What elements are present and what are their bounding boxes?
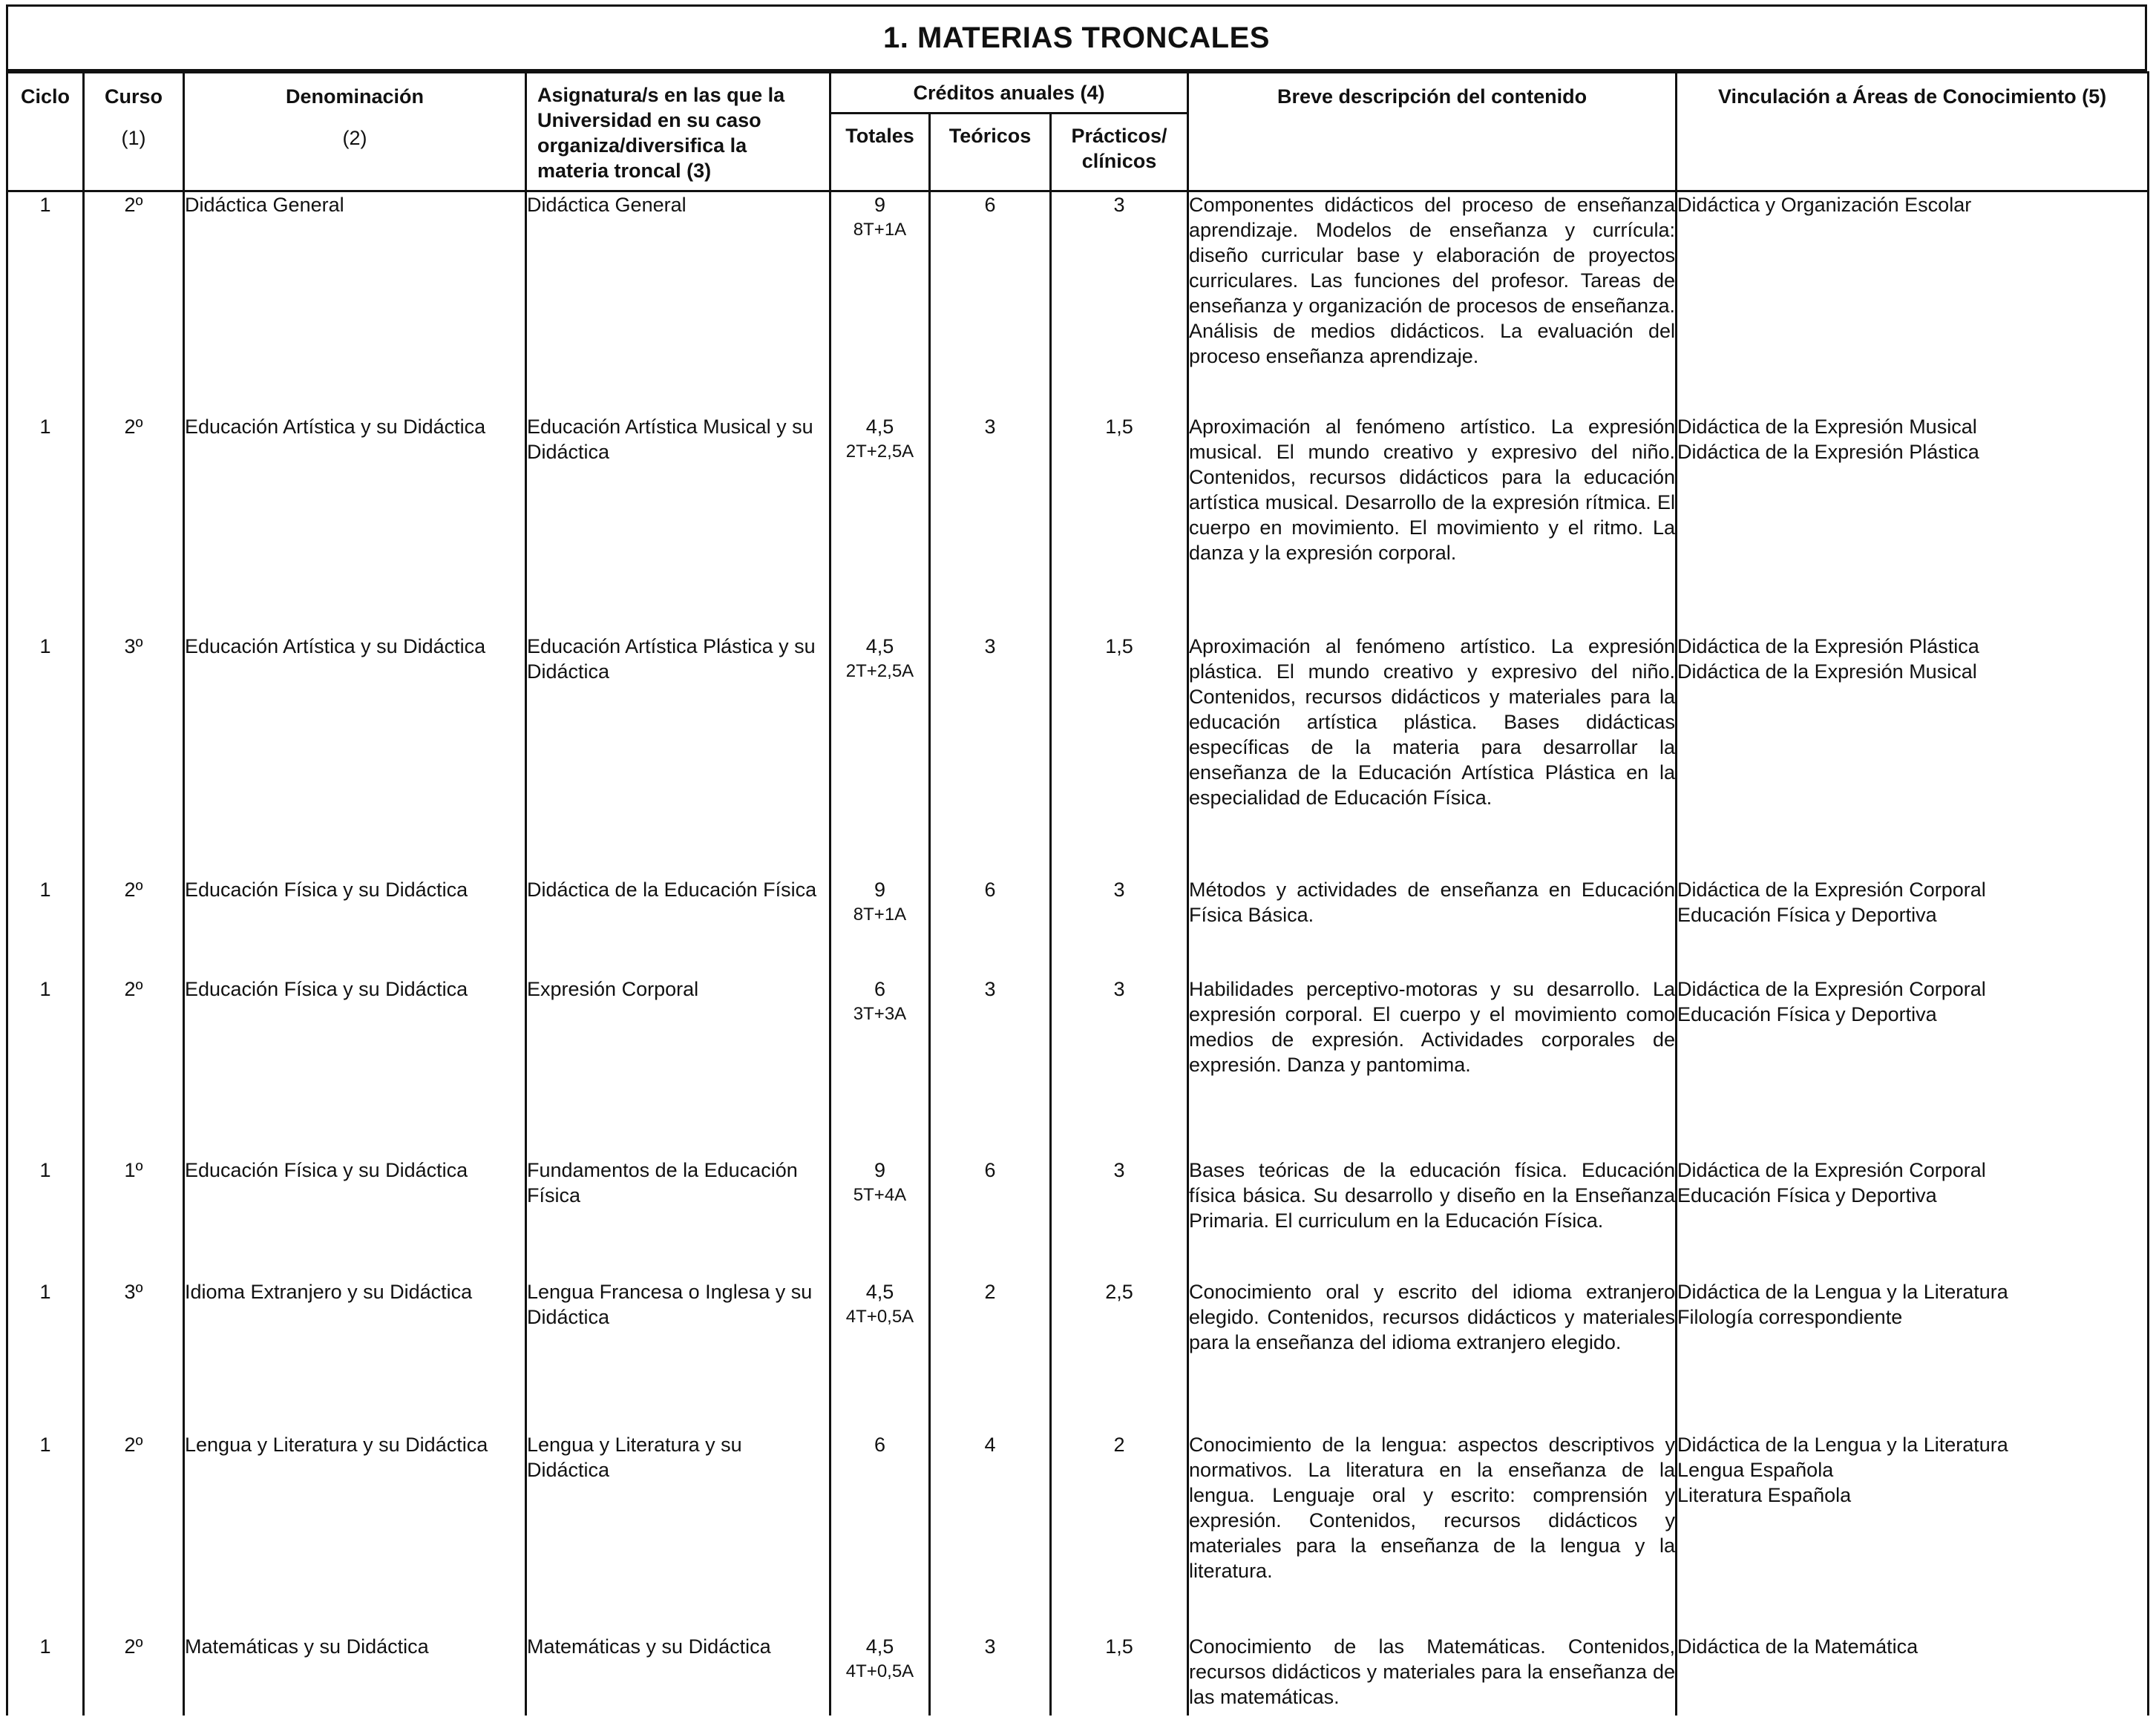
area-conocimiento: Filología correspondiente — [1677, 1305, 1903, 1328]
header-ciclo: Ciclo — [7, 73, 84, 191]
denominacion-cell: Educación Física y su Didáctica — [184, 1158, 526, 1279]
area-conocimiento: Didáctica de la Expresión Musical — [1677, 415, 1977, 438]
totales-cell — [830, 1279, 930, 1432]
asignatura-cell: Matemáticas y su Didáctica — [526, 1634, 830, 1716]
asignatura-cell: Educación Artística Musical y su Didáctica — [526, 414, 830, 634]
practicos-cell: 3 — [1051, 1158, 1188, 1279]
ciclo-cell: 1 — [7, 877, 84, 976]
vinculacion-cell — [1677, 877, 2149, 976]
totales-cell — [830, 191, 930, 414]
vinculacion-cell — [1677, 1279, 2149, 1432]
vinculacion-cell — [1677, 976, 2149, 1158]
vinculacion-cell — [1677, 1634, 2149, 1716]
header-practicos: Prácticos/ clínicos — [1051, 114, 1188, 191]
totales-value: 9 — [874, 878, 886, 901]
totales-breakdown: 4T+0,5A — [845, 1306, 914, 1327]
curso-cell: 2º — [84, 1432, 184, 1634]
descripcion-cell: Conocimiento de la lengua: aspectos descriptivos y normativos. La literatura en la enseñanza de la lengua. Lenguaje oral y escrito: comprensión y expresión. Contenidos, recursos didácticos y materiales para la enseñanza de la lengua y la literatura. — [1188, 1432, 1677, 1634]
totales-value: 9 — [874, 194, 886, 216]
table-row — [7, 191, 2149, 414]
table-row — [7, 976, 2149, 1158]
totales-cell — [830, 976, 930, 1158]
descripcion-cell: Aproximación al fenómeno artístico. La expresión plástica. El mundo creativo y expresivo del niño. Contenidos, recursos didácticos y materiales para la educación artística plástica. Bases didácticas específicas de la materia para desarrollar la enseñanza de la Educación Artística Plástica en la especialidad de Educación Física. — [1188, 634, 1677, 877]
vinculacion-cell — [1677, 1158, 2149, 1279]
denominacion-cell: Educación Artística y su Didáctica — [184, 634, 526, 877]
teoricos-cell: 6 — [930, 191, 1051, 414]
totales-cell — [830, 1634, 930, 1716]
area-conocimiento: Didáctica de la Expresión Plástica — [1677, 440, 1979, 463]
ciclo-cell: 1 — [7, 191, 84, 414]
curso-cell: 2º — [84, 976, 184, 1158]
ciclo-cell: 1 — [7, 1279, 84, 1432]
materias-table — [6, 71, 2149, 1716]
totales-cell — [830, 1432, 930, 1634]
vinculacion-cell — [1677, 191, 2149, 414]
denominacion-cell: Educación Artística y su Didáctica — [184, 414, 526, 634]
table-header — [7, 73, 2149, 191]
denominacion-cell: Educación Física y su Didáctica — [184, 877, 526, 976]
area-conocimiento: Didáctica de la Lengua y la Literatura — [1677, 1433, 2008, 1456]
asignatura-cell: Didáctica de la Educación Física — [526, 877, 830, 976]
area-conocimiento: Didáctica de la Expresión Musical — [1677, 660, 1977, 683]
area-conocimiento: Literatura Española — [1677, 1483, 1852, 1506]
ciclo-cell: 1 — [7, 414, 84, 634]
asignatura-cell: Lengua Francesa o Inglesa y su Didáctica — [526, 1279, 830, 1432]
curso-cell: 2º — [84, 1634, 184, 1716]
totales-breakdown: 8T+1A — [853, 904, 907, 925]
vinculacion-cell — [1677, 634, 2149, 877]
table-body — [7, 191, 2149, 1716]
header-creditos: Créditos anuales (4) — [830, 73, 1188, 114]
teoricos-cell: 6 — [930, 1158, 1051, 1279]
ciclo-cell: 1 — [7, 634, 84, 877]
curso-cell: 2º — [84, 877, 184, 976]
table-row — [7, 1432, 2149, 1634]
header-totales: Totales — [830, 114, 930, 191]
practicos-cell: 2,5 — [1051, 1279, 1188, 1432]
descripcion-cell: Habilidades perceptivo-motoras y su desarrollo. La expresión corporal. El cuerpo y el movimiento como medios de expresión. Actividades corporales de expresión. Danza y pantomima. — [1188, 976, 1677, 1158]
teoricos-cell: 3 — [930, 976, 1051, 1158]
table-row — [7, 1634, 2149, 1716]
descripcion-cell: Componentes didácticos del proceso de enseñanza aprendizaje. Modelos de enseñanza y currícula: diseño curricular base y elaboración de proyectos curriculares. Las funciones del profesor. Tareas de enseñanza y organización de procesos de enseñanza. Análisis de medios didácticos. La evaluación del proceso enseñanza aprendizaje. — [1188, 191, 1677, 414]
descripcion-cell: Métodos y actividades de enseñanza en Educación Física Básica. — [1188, 877, 1677, 976]
table-row — [7, 877, 2149, 976]
table-row — [7, 634, 2149, 877]
header-teoricos: Teóricos — [930, 114, 1051, 191]
curso-cell: 1º — [84, 1158, 184, 1279]
vinculacion-cell — [1677, 414, 2149, 634]
asignatura-cell: Educación Artística Plástica y su Didáctica — [526, 634, 830, 877]
denominacion-cell: Lengua y Literatura y su Didáctica — [184, 1432, 526, 1634]
area-conocimiento: Didáctica de la Lengua y la Literatura — [1677, 1280, 2008, 1303]
area-conocimiento: Didáctica de la Expresión Corporal — [1677, 878, 1986, 901]
totales-value: 6 — [874, 977, 886, 1000]
practicos-cell: 3 — [1051, 191, 1188, 414]
asignatura-cell: Didáctica General — [526, 191, 830, 414]
teoricos-cell: 4 — [930, 1432, 1051, 1634]
teoricos-cell: 3 — [930, 634, 1051, 877]
practicos-cell: 1,5 — [1051, 634, 1188, 877]
table-row — [7, 414, 2149, 634]
totales-value: 9 — [874, 1158, 886, 1181]
totales-cell — [830, 1158, 930, 1279]
vinculacion-cell — [1677, 1432, 2149, 1634]
ciclo-cell: 1 — [7, 976, 84, 1158]
totales-breakdown: 2T+2,5A — [845, 660, 914, 681]
descripcion-cell: Aproximación al fenómeno artístico. La expresión musical. El mundo creativo y expresivo del niño. Contenidos, recursos didácticos para la educación artística musical. Desarrollo de la expresión rítmica. El cuerpo en movimiento. El movimiento y el ritmo. La danza y la expresión corporal. — [1188, 414, 1677, 634]
practicos-cell: 2 — [1051, 1432, 1188, 1634]
totales-value: 4,5 — [865, 634, 894, 657]
totales-breakdown: 2T+2,5A — [845, 441, 914, 462]
asignatura-cell: Lengua y Literatura y su Didáctica — [526, 1432, 830, 1634]
totales-cell — [830, 634, 930, 877]
curso-cell: 2º — [84, 414, 184, 634]
header-curso: Curso (1) — [84, 73, 184, 191]
table-row — [7, 1158, 2149, 1279]
area-conocimiento: Educación Física y Deportiva — [1677, 1183, 1937, 1207]
asignatura-cell: Fundamentos de la Educación Física — [526, 1158, 830, 1279]
teoricos-cell: 3 — [930, 414, 1051, 634]
ciclo-cell: 1 — [7, 1634, 84, 1716]
header-asignatura: Asignatura/s en las que la Universidad en su caso organiza/diversifica la materia troncal (3) — [526, 73, 830, 191]
denominacion-cell: Idioma Extranjero y su Didáctica — [184, 1279, 526, 1432]
totales-value: 6 — [874, 1433, 886, 1456]
teoricos-cell: 6 — [930, 877, 1051, 976]
area-conocimiento: Didáctica de la Expresión Corporal — [1677, 1158, 1986, 1181]
practicos-cell: 3 — [1051, 976, 1188, 1158]
totales-cell — [830, 414, 930, 634]
teoricos-cell: 2 — [930, 1279, 1051, 1432]
practicos-cell: 1,5 — [1051, 1634, 1188, 1716]
totales-breakdown: 5T+4A — [853, 1184, 907, 1205]
table-row — [7, 1279, 2149, 1432]
header-vinculacion: Vinculación a Áreas de Conocimiento (5) — [1677, 73, 2149, 191]
practicos-cell: 3 — [1051, 877, 1188, 976]
area-conocimiento: Didáctica de la Expresión Corporal — [1677, 977, 1986, 1000]
totales-breakdown: 8T+1A — [853, 220, 907, 240]
totales-breakdown: 4T+0,5A — [845, 1661, 914, 1681]
ciclo-cell: 1 — [7, 1158, 84, 1279]
totales-value: 4,5 — [865, 1635, 894, 1658]
curso-cell: 2º — [84, 191, 184, 414]
area-conocimiento: Didáctica y Organización Escolar — [1677, 194, 1972, 216]
denominacion-cell: Didáctica General — [184, 191, 526, 414]
totales-breakdown: 3T+3A — [853, 1003, 907, 1024]
totales-value: 4,5 — [865, 415, 894, 438]
header-denominacion: Denominación (2) — [184, 73, 526, 191]
asignatura-cell: Expresión Corporal — [526, 976, 830, 1158]
denominacion-cell: Matemáticas y su Didáctica — [184, 1634, 526, 1716]
descripcion-cell: Conocimiento de las Matemáticas. Contenidos, recursos didácticos y materiales para la enseñanza de las matemáticas. — [1188, 1634, 1677, 1716]
area-conocimiento: Lengua Española — [1677, 1458, 1834, 1481]
page-title: 1. MATERIAS TRONCALES — [6, 4, 2147, 71]
curso-cell: 3º — [84, 634, 184, 877]
descripcion-cell: Conocimiento oral y escrito del idioma extranjero elegido. Contenidos, recursos didácticos y materiales para la enseñanza del idioma extranjero elegido. — [1188, 1279, 1677, 1432]
teoricos-cell: 3 — [930, 1634, 1051, 1716]
area-conocimiento: Educación Física y Deportiva — [1677, 1002, 1937, 1025]
denominacion-cell: Educación Física y su Didáctica — [184, 976, 526, 1158]
descripcion-cell: Bases teóricas de la educación física. Educación física básica. Su desarrollo y diseño en la Enseñanza Primaria. El curriculum en la Educación Física. — [1188, 1158, 1677, 1279]
curso-cell: 3º — [84, 1279, 184, 1432]
totales-value: 4,5 — [865, 1280, 894, 1303]
area-conocimiento: Didáctica de la Expresión Plástica — [1677, 634, 1979, 657]
totales-cell — [830, 877, 930, 976]
ciclo-cell: 1 — [7, 1432, 84, 1634]
header-descripcion: Breve descripción del contenido — [1188, 73, 1677, 191]
practicos-cell: 1,5 — [1051, 414, 1188, 634]
area-conocimiento: Didáctica de la Matemática — [1677, 1635, 1919, 1658]
area-conocimiento: Educación Física y Deportiva — [1677, 903, 1937, 926]
